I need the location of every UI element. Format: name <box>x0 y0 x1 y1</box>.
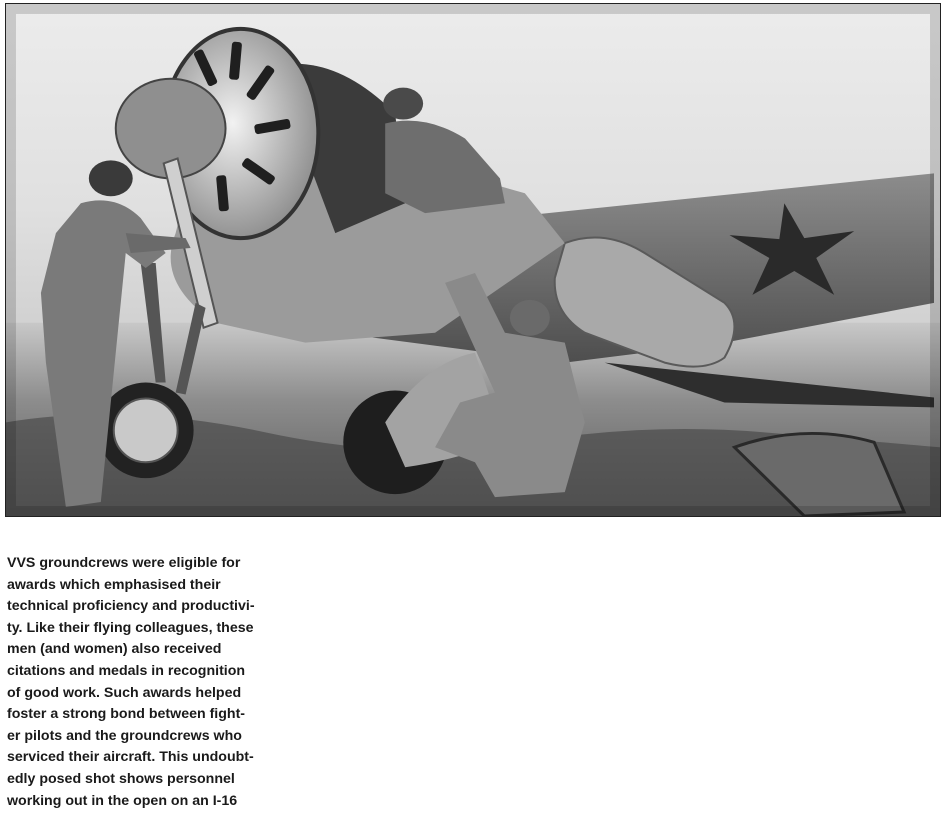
caption-line: technical proficiency and productivi- <box>7 598 255 615</box>
caption-line: er pilots and the groundcrews who <box>7 727 242 744</box>
caption-line: edly posed shot shows personnel <box>7 770 235 787</box>
caption-line: citations and medals in recognition <box>7 662 246 679</box>
caption-line: awards which emphasised their <box>7 576 221 593</box>
photo-illustration <box>6 4 940 516</box>
caption-line: serviced their aircraft. This undoubt- <box>7 749 254 766</box>
photo-caption <box>7 553 307 812</box>
caption-line: VVS groundcrews were eligible for <box>7 555 241 571</box>
landing-wheel-left-hub <box>114 398 178 462</box>
caption-line: men (and women) also received <box>7 641 222 658</box>
photograph-i16-groundcrew <box>5 3 941 517</box>
caption-line: ty. Like their flying colleagues, these <box>7 619 254 636</box>
caption-line: working out in the open on an I-16 <box>7 792 238 809</box>
caption-line: foster a strong bond between fight- <box>7 706 246 723</box>
caption-line: of good work. Such awards helped <box>7 684 242 701</box>
